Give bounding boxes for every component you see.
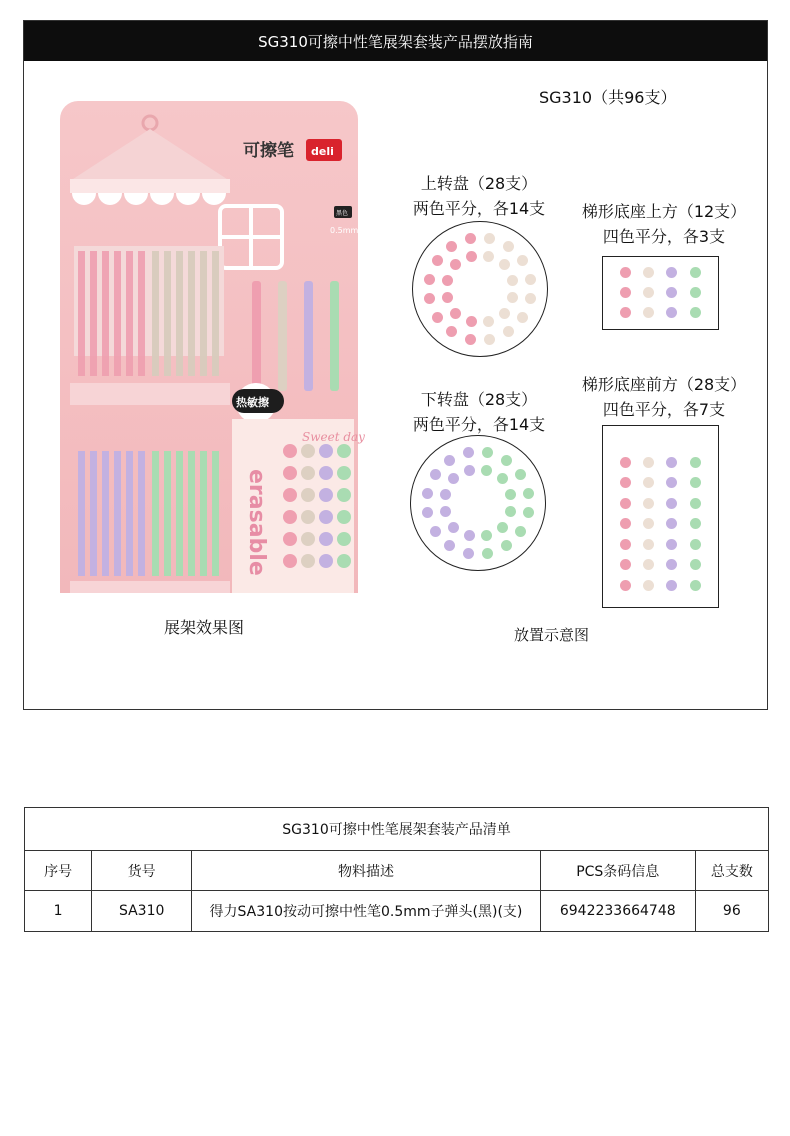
- upper-carousel-title: 上转盘（28支）: [420, 174, 538, 193]
- upper-carousel-heading: [404, 171, 554, 221]
- size-text: 0.5mm: [330, 226, 359, 235]
- list-grid: [25, 851, 768, 931]
- pen-position-dot: [505, 489, 516, 500]
- size-badge: 黑色: [336, 210, 349, 217]
- pen-position-dot: [690, 559, 701, 570]
- pen-position-dot: [446, 326, 457, 337]
- pen-position-dot: [620, 267, 631, 278]
- display-stand-illustration: [60, 101, 365, 593]
- tray-front-diagram: [602, 425, 719, 608]
- pen-position-dot: [484, 334, 495, 345]
- lower-carousel-title: 下转盘（28支）: [420, 390, 538, 409]
- tray-top-heading: [569, 199, 759, 249]
- pen-position-dot: [643, 287, 654, 298]
- pen-position-dot: [690, 267, 701, 278]
- pen-position-dot: [515, 526, 526, 537]
- pen-position-dot: [450, 308, 461, 319]
- pen-position-dot: [643, 457, 654, 468]
- script-text: Sweet day: [302, 430, 365, 444]
- pen-position-dot: [620, 477, 631, 488]
- pen-position-dot: [465, 233, 476, 244]
- pen-position-dot: [424, 274, 435, 285]
- pen-position-dot: [503, 241, 514, 252]
- pen-position-dot: [422, 488, 433, 499]
- pen-position-dot: [666, 518, 677, 529]
- list-title: SG310可擦中性笔展架套装产品清单: [25, 808, 768, 851]
- table-row: [25, 891, 768, 932]
- pen-position-dot: [517, 255, 528, 266]
- pen-position-dot: [482, 447, 493, 458]
- pen-position-dot: [440, 489, 451, 500]
- side-text: erasable: [244, 469, 269, 576]
- pen-position-dot: [666, 559, 677, 570]
- pen-position-dot: [499, 259, 510, 270]
- pen-position-dot: [643, 307, 654, 318]
- lower-carousel-diagram: [410, 435, 546, 571]
- pen-position-dot: [463, 548, 474, 559]
- pen-position-dot: [432, 255, 443, 266]
- pen-position-dot: [430, 526, 441, 537]
- pen-position-dot: [666, 267, 677, 278]
- column-header: PCS条码信息: [540, 851, 695, 891]
- pen-position-dot: [442, 275, 453, 286]
- pen-position-dot: [690, 307, 701, 318]
- pen-position-dot: [690, 518, 701, 529]
- pen-position-dot: [464, 465, 475, 476]
- column-header: 物料描述: [192, 851, 541, 891]
- pen-position-dot: [620, 539, 631, 550]
- pen-position-dot: [643, 518, 654, 529]
- diagram-caption: 放置示意图: [514, 626, 590, 644]
- upper-carousel-diagram: [412, 221, 548, 357]
- pen-position-dot: [620, 559, 631, 570]
- pen-position-dot: [620, 580, 631, 591]
- pen-position-dot: [483, 251, 494, 262]
- pen-position-dot: [501, 455, 512, 466]
- pen-position-dot: [666, 287, 677, 298]
- pen-position-dot: [666, 457, 677, 468]
- pen-position-dot: [643, 580, 654, 591]
- pen-position-dot: [690, 539, 701, 550]
- pen-position-dot: [484, 233, 495, 244]
- pen-position-dot: [444, 455, 455, 466]
- pen-position-dot: [450, 259, 461, 270]
- pen-position-dot: [482, 548, 493, 559]
- pen-position-dot: [620, 518, 631, 529]
- pen-position-dot: [481, 530, 492, 541]
- pen-position-dot: [523, 488, 534, 499]
- heat-erase-badge: 热敏擦: [236, 396, 269, 409]
- photo-caption: 展架效果图: [164, 618, 245, 637]
- column-header: 序号: [25, 851, 92, 891]
- pen-position-dot: [643, 539, 654, 550]
- pen-position-dot: [497, 522, 508, 533]
- pen-position-dot: [448, 473, 459, 484]
- pen-position-dot: [466, 251, 477, 262]
- pen-position-dot: [422, 507, 433, 518]
- pen-position-dot: [466, 316, 477, 327]
- pen-position-dot: [497, 473, 508, 484]
- pen-position-dot: [620, 457, 631, 468]
- pen-position-dot: [666, 498, 677, 509]
- pen-position-dot: [464, 530, 475, 541]
- guide-header: [24, 21, 767, 61]
- pen-position-dot: [442, 292, 453, 303]
- pen-position-dot: [620, 498, 631, 509]
- brand-text: 可擦笔: [243, 141, 294, 161]
- tray-top-title: 梯形底座上方（12支）: [581, 202, 747, 221]
- upper-carousel-subtitle: 两色平分，各14支: [412, 199, 546, 218]
- total-count-label: SG310（共96支）: [539, 88, 677, 107]
- tray-front-title: 梯形底座前方（28支）: [581, 375, 747, 394]
- pen-position-dot: [666, 580, 677, 591]
- pen-position-dot: [620, 307, 631, 318]
- pen-position-dot: [465, 334, 476, 345]
- pen-position-dot: [448, 522, 459, 533]
- pen-position-dot: [446, 241, 457, 252]
- pen-position-dot: [620, 287, 631, 298]
- pen-position-dot: [515, 469, 526, 480]
- placement-guide-panel: [23, 20, 768, 710]
- pen-position-dot: [690, 580, 701, 591]
- pen-position-dot: [444, 540, 455, 551]
- cell-total: 96: [722, 903, 741, 919]
- tray-top-diagram: [602, 256, 719, 330]
- pen-position-dot: [666, 539, 677, 550]
- pen-position-dot: [505, 506, 516, 517]
- pen-position-dot: [507, 275, 518, 286]
- pen-position-dot: [481, 465, 492, 476]
- pen-position-dot: [517, 312, 528, 323]
- pen-position-dot: [463, 447, 474, 458]
- deli-logo-text: deli: [311, 145, 334, 158]
- cell-item-number: SA310: [92, 891, 192, 932]
- product-list-table: [24, 807, 769, 932]
- pen-position-dot: [643, 267, 654, 278]
- cell-barcode: 6942233664748: [540, 891, 695, 932]
- column-header: 总支数: [695, 851, 768, 891]
- table-header-row: [25, 851, 768, 891]
- pen-position-dot: [690, 477, 701, 488]
- cell-description: 得力SA310按动可擦中性笔0.5mm子弹头(黑)(支): [192, 891, 541, 932]
- tray-front-subtitle: 四色平分，各7支: [602, 400, 726, 419]
- pen-position-dot: [525, 293, 536, 304]
- pen-position-dot: [525, 274, 536, 285]
- pen-position-dot: [643, 477, 654, 488]
- pen-position-dot: [666, 307, 677, 318]
- tray-top-subtitle: 四色平分，各3支: [602, 227, 726, 246]
- pen-position-dot: [503, 326, 514, 337]
- pen-position-dot: [690, 498, 701, 509]
- pen-position-dot: [432, 312, 443, 323]
- column-header: 货号: [92, 851, 192, 891]
- display-stand-photo: [60, 101, 365, 593]
- pen-position-dot: [440, 506, 451, 517]
- pen-position-dot: [643, 498, 654, 509]
- pen-position-dot: [690, 457, 701, 468]
- pen-position-dot: [499, 308, 510, 319]
- pen-position-dot: [430, 469, 441, 480]
- tray-front-heading: [569, 372, 759, 422]
- pen-position-dot: [501, 540, 512, 551]
- lower-carousel-heading: [404, 387, 554, 437]
- lower-carousel-subtitle: 两色平分，各14支: [412, 415, 546, 434]
- pen-position-dot: [643, 559, 654, 570]
- cell-index: 1: [25, 891, 92, 932]
- pen-position-dot: [507, 292, 518, 303]
- pen-position-dot: [690, 287, 701, 298]
- pen-position-dot: [666, 477, 677, 488]
- pen-position-dot: [483, 316, 494, 327]
- pen-position-dot: [523, 507, 534, 518]
- pen-position-dot: [424, 293, 435, 304]
- guide-title: SG310可擦中性笔展架套装产品摆放指南: [258, 32, 533, 51]
